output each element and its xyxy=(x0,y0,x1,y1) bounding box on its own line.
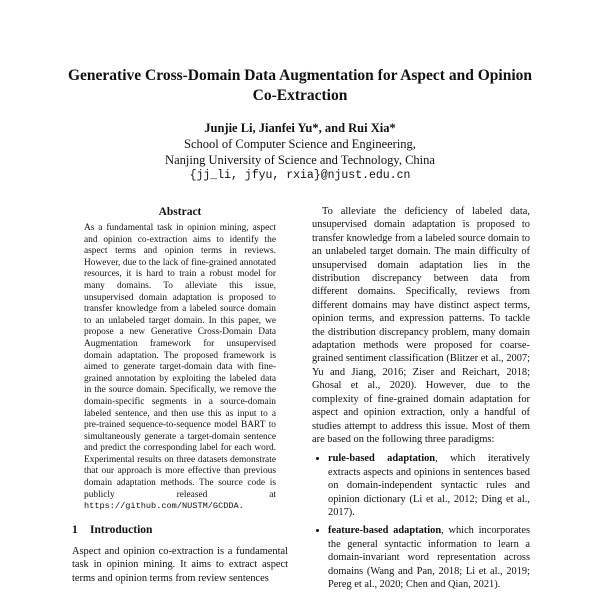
title-line-1: Generative Cross-Domain Data Augmentation for Aspect and Opinion xyxy=(67,67,532,84)
left-column xyxy=(72,205,288,585)
right-paragraph: To alleviate the deficiency of labeled data, unsupervised domain adaptation is proposed to transfer knowledge from a labeled source domain to an unlabeled target domain. The main difficulty of unsupervised domain adaptation lies in the distribution discrepancy between data from different domains. Specifically, reviews from different domains may have distinct aspect terms, opinion terms, and expression patterns. To tackle the distribution discrepancy problem, many domain adaptation methods were proposed for coarse-grained sentiment classification (Blitzer et al., 2007; Yu and Jiang, 2016; Ziser and Reichart, 2018; Ghosal et al., 2020). However, due to the complexity of fine-grained domain adaptation for aspect and opinion extraction, only a handful of studies attempt to address this issue. Most of them are based on the following three paradigms: xyxy=(312,206,530,445)
paradigm-name: feature-based adaptation xyxy=(328,525,442,537)
paradigm-name: rule-based adaptation xyxy=(328,453,436,465)
abstract-body xyxy=(84,223,276,513)
abstract-text: As a fundamental task in opinion mining, aspect and opinion co-extraction aims to identify the aspect terms and opinion terms in reviews. However, due to the lack of fine-grained annotated resources, it is hard to train a robust model for many domains. To alleviate this issue, unsupervised domain adaptation is proposed to transfer knowledge from a labeled source domain to an unlabeled target domain. In this paper, we propose a new Generative Cross-Domain Data Augmentation framework for unsupervised domain adaptation. The proposed framework is aimed to generate target-domain data with fine-grained annotation by exploiting the labeled data in the source domain. Specifically, we remove the domain-specific segments in a source-domain labeled sentence, and then use this as input to a pre-trained sequence-to-sequence model BART to simultaneously generate a target-domain sentence and predict the corresponding label for each word. Experimental results on three datasets demonstrate that our approach is more effective than previous domain adaptation methods. The source code is publicly released at xyxy=(84,223,276,500)
paradigm-item-rule-based xyxy=(328,452,530,519)
source-code-link[interactable]: https://github.com/NUSTM/GCDDA. xyxy=(84,501,244,512)
abstract-heading: Abstract xyxy=(158,206,202,218)
section-title: Introduction xyxy=(90,523,153,536)
author-emails: {jj_li, jfyu, rxia}@njust.edu.cn xyxy=(189,169,411,182)
introduction-body: Aspect and opinion co-extraction is a fundamental task in opinion mining. It aims to extract aspect terms and opinion terms from review sentences xyxy=(72,545,288,584)
paradigm-list xyxy=(312,452,530,591)
section-number: 1 xyxy=(72,523,78,536)
affiliation-line-1: School of Computer Science and Engineering, xyxy=(184,137,416,151)
introduction-heading xyxy=(72,523,288,537)
paper-title xyxy=(40,66,560,106)
paradigm-item-feature-based xyxy=(328,524,530,591)
paradigm-text: , which incorporates the general syntactic information to learn a domain-invariant word representation across domains (Wang and Pan, 2018; Li et al., 2019; Pereg et al., 2020; Chen and Qian, 2021). xyxy=(328,525,530,590)
title-line-2: Co-Extraction xyxy=(252,87,348,104)
author-names: Junjie Li, Jianfei Yu*, and Rui Xia* xyxy=(204,121,396,135)
paradigm-text: , which iteratively extracts aspects and opinions in sentences based on domain-independent syntactic rules and opinion dictionary (Li et al., 2012; Ding et al., 2017). xyxy=(328,453,531,518)
affiliation-line-2: Nanjing University of Science and Technology, China xyxy=(165,153,435,167)
right-column xyxy=(312,205,530,596)
author-block xyxy=(90,120,510,184)
